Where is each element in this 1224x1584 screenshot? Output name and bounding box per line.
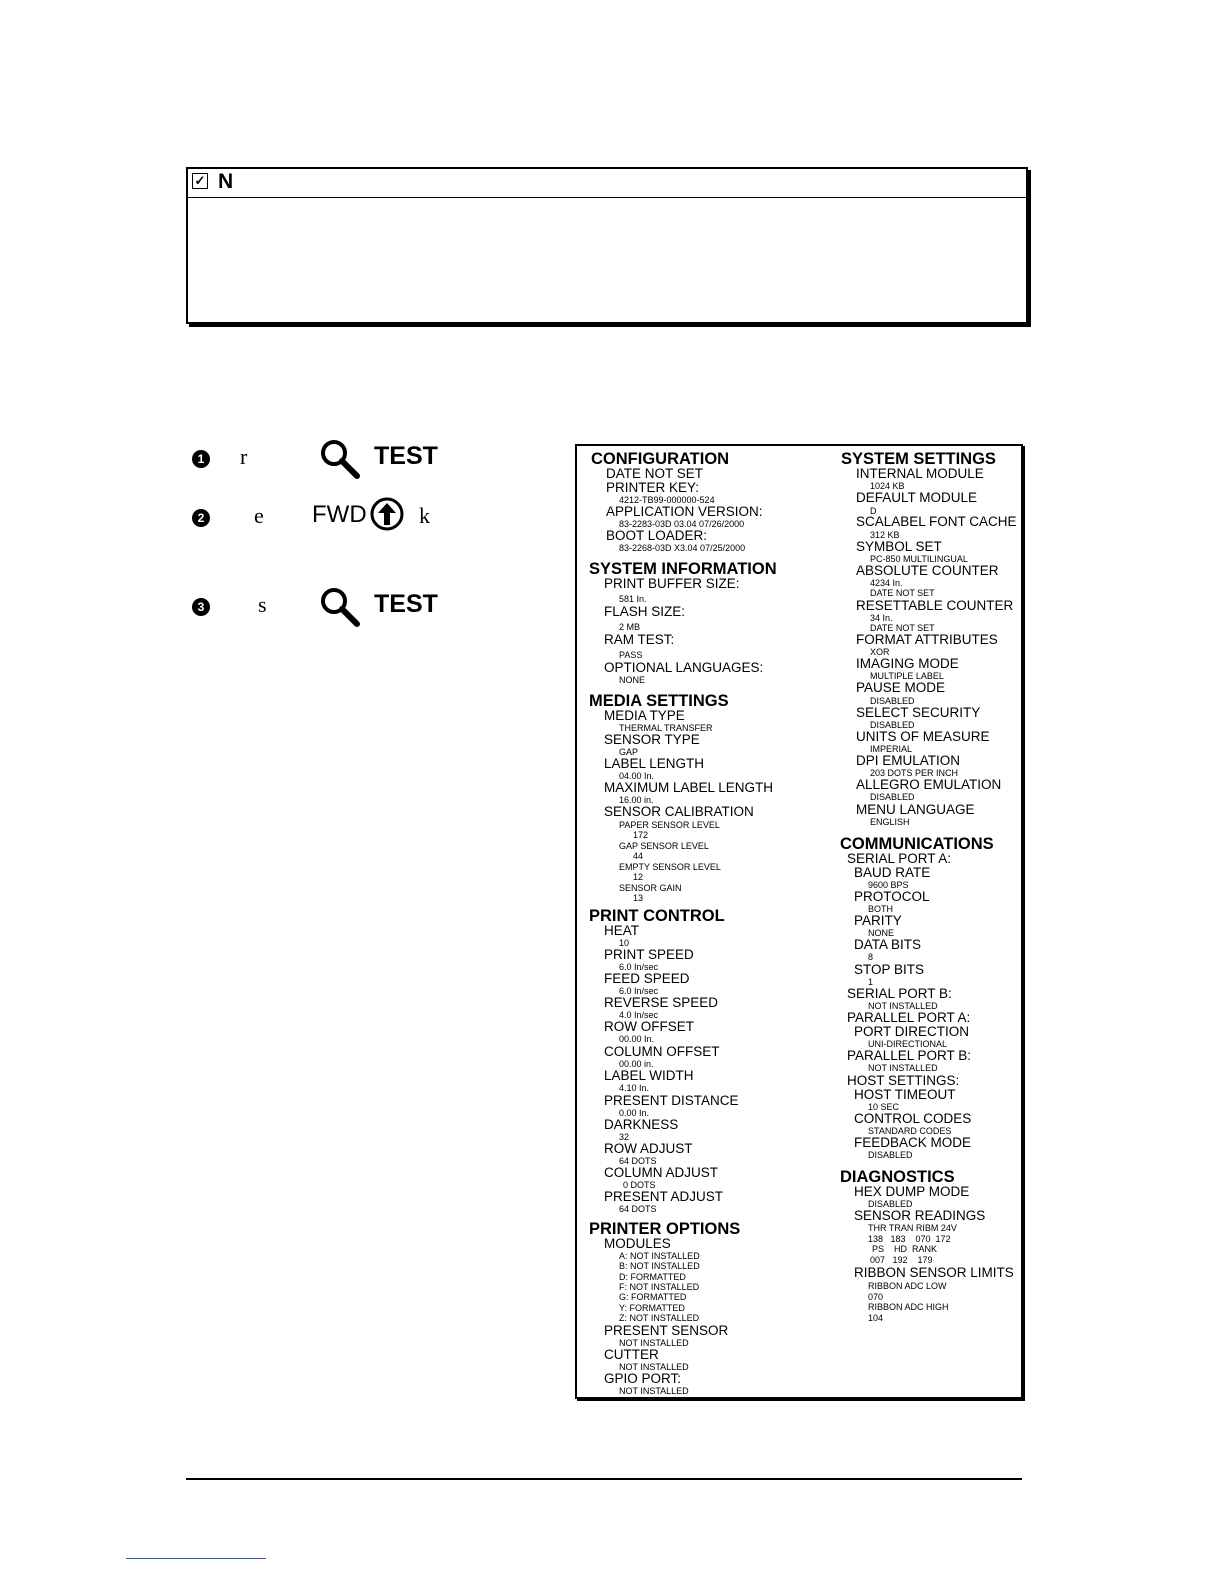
module-value: G: FORMATTED bbox=[619, 1292, 687, 1302]
step-number: 3 bbox=[192, 598, 210, 616]
app-version-label: APPLICATION VERSION: bbox=[606, 504, 763, 519]
port-direction-value: UNI-DIRECTIONAL bbox=[868, 1039, 948, 1049]
item-value: NOT INSTALLED bbox=[619, 1338, 689, 1348]
checkbox-icon: ✓ bbox=[192, 173, 208, 189]
bottom-link-underline bbox=[126, 1558, 266, 1559]
item-label: SYMBOL SET bbox=[856, 539, 942, 554]
item-label: ROW OFFSET bbox=[604, 1019, 694, 1034]
item-value: GAP bbox=[619, 747, 639, 757]
communications-heading: COMMUNICATIONS bbox=[840, 835, 994, 853]
ribbon-high-label: RIBBON ADC HIGH bbox=[868, 1302, 949, 1312]
module-value: Y: FORMATTED bbox=[619, 1303, 685, 1313]
serial-port-a-label: SERIAL PORT A: bbox=[847, 851, 952, 866]
module-value: A: NOT INSTALLED bbox=[619, 1251, 700, 1261]
printer-key-label: PRINTER KEY: bbox=[606, 480, 700, 495]
item-value: DISABLED bbox=[870, 792, 915, 802]
item-value: 10 bbox=[619, 938, 630, 948]
printer-key-value: 4212-TB99-000000-524 bbox=[619, 495, 715, 505]
item-value: 4234 In. bbox=[870, 578, 903, 588]
system-information-heading: SYSTEM INFORMATION bbox=[589, 560, 777, 578]
item-value: 13 bbox=[633, 893, 644, 903]
item-label: ROW ADJUST bbox=[604, 1141, 693, 1156]
note-box bbox=[186, 167, 1028, 324]
item-label: PROTOCOL bbox=[854, 889, 930, 904]
item-value: 32 bbox=[619, 1132, 630, 1142]
item-label: UNITS OF MEASURE bbox=[856, 729, 990, 744]
item-label: RAM TEST: bbox=[604, 632, 675, 647]
item-label: FEEDBACK MODE bbox=[854, 1135, 972, 1150]
item-label: PAUSE MODE bbox=[856, 680, 946, 695]
item-value: 1024 KB bbox=[870, 481, 905, 491]
serial-port-b-label: SERIAL PORT B: bbox=[847, 986, 952, 1001]
item-label: STOP BITS bbox=[854, 962, 925, 977]
item-label: CONTROL CODES bbox=[854, 1111, 972, 1126]
item-label: FORMAT ATTRIBUTES bbox=[856, 632, 998, 647]
item-value: DATE NOT SET bbox=[870, 588, 935, 598]
step-number: 1 bbox=[192, 450, 210, 468]
ribbon-low-value: 070 bbox=[868, 1292, 884, 1302]
item-label: IMAGING MODE bbox=[856, 656, 959, 671]
item-label: SCALABEL FONT CACHE bbox=[856, 514, 1017, 529]
module-value: D: FORMATTED bbox=[619, 1272, 686, 1282]
item-label: COLUMN OFFSET bbox=[604, 1044, 720, 1059]
item-value: NONE bbox=[619, 675, 646, 685]
item-value: 2 MB bbox=[619, 622, 641, 632]
item-value: DISABLED bbox=[870, 720, 915, 730]
configuration-label bbox=[575, 444, 1023, 1399]
test-key: TEST bbox=[374, 590, 438, 618]
item-value: 44 bbox=[633, 851, 644, 861]
item-value: 8 bbox=[868, 952, 874, 962]
item-label: DEFAULT MODULE bbox=[856, 490, 978, 505]
item-label: SENSOR TYPE bbox=[604, 732, 700, 747]
item-label: DARKNESS bbox=[604, 1117, 679, 1132]
item-label: MAXIMUM LABEL LENGTH bbox=[604, 780, 774, 795]
readings-line: THR TRAN RIBM 24V bbox=[868, 1223, 957, 1233]
modules-label: MODULES bbox=[604, 1236, 671, 1251]
item-label: DATA BITS bbox=[854, 937, 922, 952]
item-label: FEED SPEED bbox=[604, 971, 690, 986]
boot-loader-value: 83-2268-03D X3.04 07/25/2000 bbox=[619, 543, 746, 553]
item-label: GAP SENSOR LEVEL bbox=[619, 841, 709, 851]
test-key: TEST bbox=[374, 442, 438, 470]
step-text-after: k bbox=[419, 503, 430, 528]
app-version-value: 83-2283-03D 03.04 07/26/2000 bbox=[619, 519, 745, 529]
item-label: MEDIA TYPE bbox=[604, 708, 685, 723]
item-value: 9600 BPS bbox=[868, 880, 909, 890]
item-label: PRINT SPEED bbox=[604, 947, 694, 962]
item-label: ABSOLUTE COUNTER bbox=[856, 563, 999, 578]
host-settings-label: HOST SETTINGS: bbox=[847, 1073, 960, 1088]
item-value: PAPER SENSOR LEVEL bbox=[619, 820, 720, 830]
item-value: 4.0 In/sec bbox=[619, 1010, 659, 1020]
printer-options-heading: PRINTER OPTIONS bbox=[589, 1220, 741, 1238]
media-settings-heading: MEDIA SETTINGS bbox=[589, 692, 729, 710]
item-value: 312 KB bbox=[870, 530, 900, 540]
item-value: MULTIPLE LABEL bbox=[870, 671, 944, 681]
item-value: 34 In. bbox=[870, 613, 893, 623]
fwd-key: FWD bbox=[312, 501, 367, 528]
item-value: PC-850 MULTILINGUAL bbox=[870, 554, 968, 564]
readings-line: PS HD RANK bbox=[872, 1244, 938, 1254]
item-label: OPTIONAL LANGUAGES: bbox=[604, 660, 764, 675]
item-value: STANDARD CODES bbox=[868, 1126, 952, 1136]
item-value: NOT INSTALLED bbox=[619, 1386, 689, 1396]
configuration-heading: CONFIGURATION bbox=[591, 450, 730, 468]
item-value: NOT INSTALLED bbox=[619, 1362, 689, 1372]
item-value: 10 SEC bbox=[868, 1102, 900, 1112]
step-text: s bbox=[258, 592, 267, 617]
item-label: PRESENT ADJUST bbox=[604, 1189, 724, 1204]
diagnostics-heading: DIAGNOSTICS bbox=[840, 1168, 955, 1186]
item-label: SENSOR CALIBRATION bbox=[604, 804, 754, 819]
item-value: ENGLISH bbox=[870, 817, 910, 827]
item-label: PRINT BUFFER SIZE: bbox=[604, 576, 740, 591]
ribbon-high-value: 104 bbox=[868, 1313, 884, 1323]
magnifier-icon bbox=[317, 584, 363, 630]
item-value: 581 In. bbox=[619, 594, 647, 604]
item-label: RESETTABLE COUNTER bbox=[856, 598, 1014, 613]
parallel-port-b-label: PARALLEL PORT B: bbox=[847, 1048, 972, 1063]
item-label: BAUD RATE bbox=[854, 865, 931, 880]
boot-loader-label: BOOT LOADER: bbox=[606, 528, 708, 543]
item-value: THERMAL TRANSFER bbox=[619, 723, 713, 733]
readings-line: 138 183 070 172 bbox=[868, 1234, 951, 1244]
item-value: 0.00 In. bbox=[619, 1108, 650, 1118]
item-value: 203 DOTS PER INCH bbox=[870, 768, 959, 778]
item-label: MENU LANGUAGE bbox=[856, 802, 975, 817]
item-label: HOST TIMEOUT bbox=[854, 1087, 956, 1102]
item-value: 04.00 In. bbox=[619, 771, 655, 781]
item-value: 1 bbox=[868, 977, 874, 987]
step-text: e bbox=[254, 503, 264, 528]
item-value: XOR bbox=[870, 647, 890, 657]
item-label: COLUMN ADJUST bbox=[604, 1165, 719, 1180]
item-label: PRESENT DISTANCE bbox=[604, 1093, 739, 1108]
item-value: 00.00 in. bbox=[619, 1059, 654, 1069]
ribbon-limits-label: RIBBON SENSOR LIMITS bbox=[854, 1265, 1014, 1280]
print-control-heading: PRINT CONTROL bbox=[589, 907, 725, 925]
item-value: D bbox=[870, 506, 877, 516]
item-label: SENSOR GAIN bbox=[619, 883, 682, 893]
readings-line: 007 192 179 bbox=[870, 1255, 933, 1265]
item-label: PARITY bbox=[854, 913, 902, 928]
module-value: B: NOT INSTALLED bbox=[619, 1261, 700, 1271]
up-arrow-icon bbox=[370, 497, 404, 531]
item-value: NONE bbox=[868, 928, 895, 938]
date-line: DATE NOT SET bbox=[606, 466, 704, 481]
item-label: SELECT SECURITY bbox=[856, 705, 981, 720]
port-direction-label: PORT DIRECTION bbox=[854, 1024, 970, 1039]
item-value: 64 DOTS bbox=[619, 1204, 657, 1214]
item-label: HEAT bbox=[604, 923, 640, 938]
item-value: 16.00 in. bbox=[619, 795, 654, 805]
item-label: DPI EMULATION bbox=[856, 753, 961, 768]
module-value: F: NOT INSTALLED bbox=[619, 1282, 700, 1292]
item-label: FLASH SIZE: bbox=[604, 604, 686, 619]
item-value: 64 DOTS bbox=[619, 1156, 657, 1166]
parallel-port-b-value: NOT INSTALLED bbox=[868, 1063, 938, 1073]
system-settings-heading: SYSTEM SETTINGS bbox=[841, 450, 996, 468]
item-value: 12 bbox=[633, 872, 644, 882]
item-label: GPIO PORT: bbox=[604, 1371, 682, 1386]
note-header bbox=[188, 169, 1026, 198]
note-title: N bbox=[218, 170, 234, 193]
item-value: DISABLED bbox=[868, 1150, 913, 1160]
item-label: LABEL LENGTH bbox=[604, 756, 705, 771]
hex-dump-label: HEX DUMP MODE bbox=[854, 1184, 970, 1199]
item-value: DISABLED bbox=[870, 696, 915, 706]
step-text: r bbox=[240, 444, 248, 469]
item-value: 6.0 In/sec bbox=[619, 986, 659, 996]
parallel-port-a-label: PARALLEL PORT A: bbox=[847, 1010, 971, 1025]
item-label: INTERNAL MODULE bbox=[856, 466, 984, 481]
step-number: 2 bbox=[192, 509, 210, 527]
item-value: BOTH bbox=[868, 904, 894, 914]
item-label: LABEL WIDTH bbox=[604, 1068, 694, 1083]
item-value: 4.10 In. bbox=[619, 1083, 650, 1093]
item-label: REVERSE SPEED bbox=[604, 995, 719, 1010]
item-value: 00.00 In. bbox=[619, 1034, 655, 1044]
item-value: 0 DOTS bbox=[623, 1180, 656, 1190]
item-value: 172 bbox=[633, 830, 649, 840]
item-value: DATE NOT SET bbox=[870, 623, 935, 633]
sensor-readings-label: SENSOR READINGS bbox=[854, 1208, 986, 1223]
module-value: Z: NOT INSTALLED bbox=[619, 1313, 700, 1323]
item-label: CUTTER bbox=[604, 1347, 659, 1362]
hex-dump-value: DISABLED bbox=[868, 1199, 913, 1209]
footer-rule bbox=[186, 1478, 1022, 1480]
item-label: PRESENT SENSOR bbox=[604, 1323, 729, 1338]
serial-port-b-value: NOT INSTALLED bbox=[868, 1001, 938, 1011]
magnifier-icon bbox=[317, 436, 363, 482]
item-label: ALLEGRO EMULATION bbox=[856, 777, 1002, 792]
item-value: PASS bbox=[619, 650, 643, 660]
item-label: EMPTY SENSOR LEVEL bbox=[619, 862, 721, 872]
item-value: IMPERIAL bbox=[870, 744, 913, 754]
item-value: 6.0 In/sec bbox=[619, 962, 659, 972]
ribbon-low-label: RIBBON ADC LOW bbox=[868, 1281, 947, 1291]
